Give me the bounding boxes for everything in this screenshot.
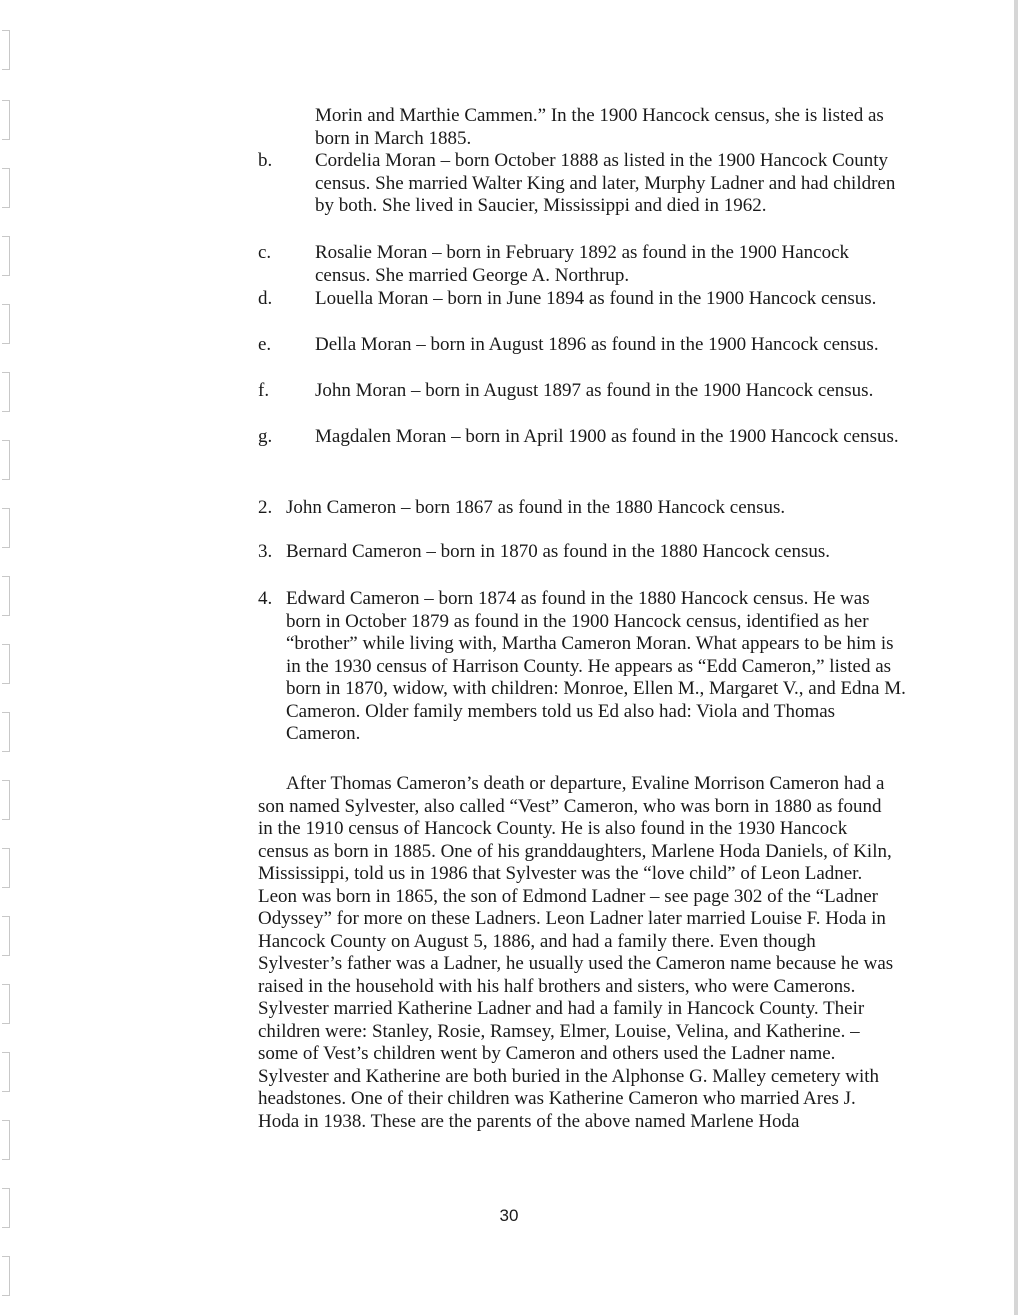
numbered-list-marker: 2. [258,497,273,518]
numbered-list-text: Bernard Cameron – born in 1870 as found in the 1880 Hancock census. [286,541,831,562]
sub-list-text: Louella Moran – born in June 1894 as found in the 1900 Hancock census. [315,288,877,309]
sub-list-text: Cordelia Moran – born October 1888 as listed in the 1900 Hancock County census. She married Walter King and later, Murphy Ladner and had children by both. She lived in Saucier, Mississippi and died in 1962. [315,150,896,216]
body-paragraph: After Thomas Cameron’s death or departure, Evaline Morrison Cameron had a son named Sylvester, also called “Vest” Cameron, who was born in 1880 as found in the 1910 census of Hancock County. He is also found in the 1930 Hancock census as born in 1885. One of his granddaughters, Marlene Hoda Daniels, of Kiln, Mississippi, told us in 1986 that Sylvester was the “love child” of Leon Ladner. Leon was born in 1865, the son of Edmond Ladner – see page 302 of the “Ladner Odyssey” for more on these Ladners. Leon Ladner later married Louise F. Hoda in Hancock County on August 5, 1886, and had a family there. Even though Sylvester’s father was a Ladner, he usually used the Cameron name because he was raised in the household with his half brothers and sisters, who were Camerons. Sylvester married Katherine Ladner and had a family in Hancock County. Their children were: Stanley, Rosie, Ramsey, Elmer, Louise, Velina, and Katherine. – some of Vest’s children went by Cameron and others used the Ladner name. Sylvester and Katherine are both buried in the Alphonse G. Malley cemetery with headstones. One of their children was Katherine Cameron who married Ares J. Hoda in 1938. These are the parents of the above named Marlene Hoda [258,773,894,1132]
sub-list-text: John Moran – born in August 1897 as found in the 1900 Hancock census. [315,380,874,401]
numbered-list-marker: 3. [258,541,273,562]
numbered-list-text: Edward Cameron – born 1874 as found in the 1880 Hancock census. He was born in October 1879 as found in the 1900 Hancock census, identified as her “brother” while living with, Martha Cameron Moran. What appears to be him is in the 1930 census of Harrison County. He appears as “Edd Cameron,” listed as born in 1870, widow, with children: Monroe, Ellen M., Margaret V., and Edna M. Cameron. Older family members told us Ed also had: Viola and Thomas Cameron. [286,588,906,744]
sub-list-marker: d. [258,288,273,309]
numbered-list-text: John Cameron – born 1867 as found in the 1880 Hancock census. [286,497,786,518]
continued-item-text: Morin and Marthie Cammen.” In the 1900 Hancock census, she is listed as born in March 1885. [315,105,884,149]
sub-list-text: Della Moran – born in August 1896 as found in the 1900 Hancock census. [315,334,879,355]
sub-list-marker: b. [258,150,273,171]
sub-list-marker: e. [258,334,272,355]
numbered-list-marker: 4. [258,588,273,609]
page-number: 30 [499,1206,519,1225]
sub-list-text: Magdalen Moran – born in April 1900 as found in the 1900 Hancock census. [315,426,899,447]
sub-list-marker: g. [258,426,273,447]
sub-list-marker: f. [258,380,270,401]
sub-list-text: Rosalie Moran – born in February 1892 as found in the 1900 Hancock census. She married George A. Northrup. [315,242,850,286]
sub-list-marker: c. [258,242,272,263]
